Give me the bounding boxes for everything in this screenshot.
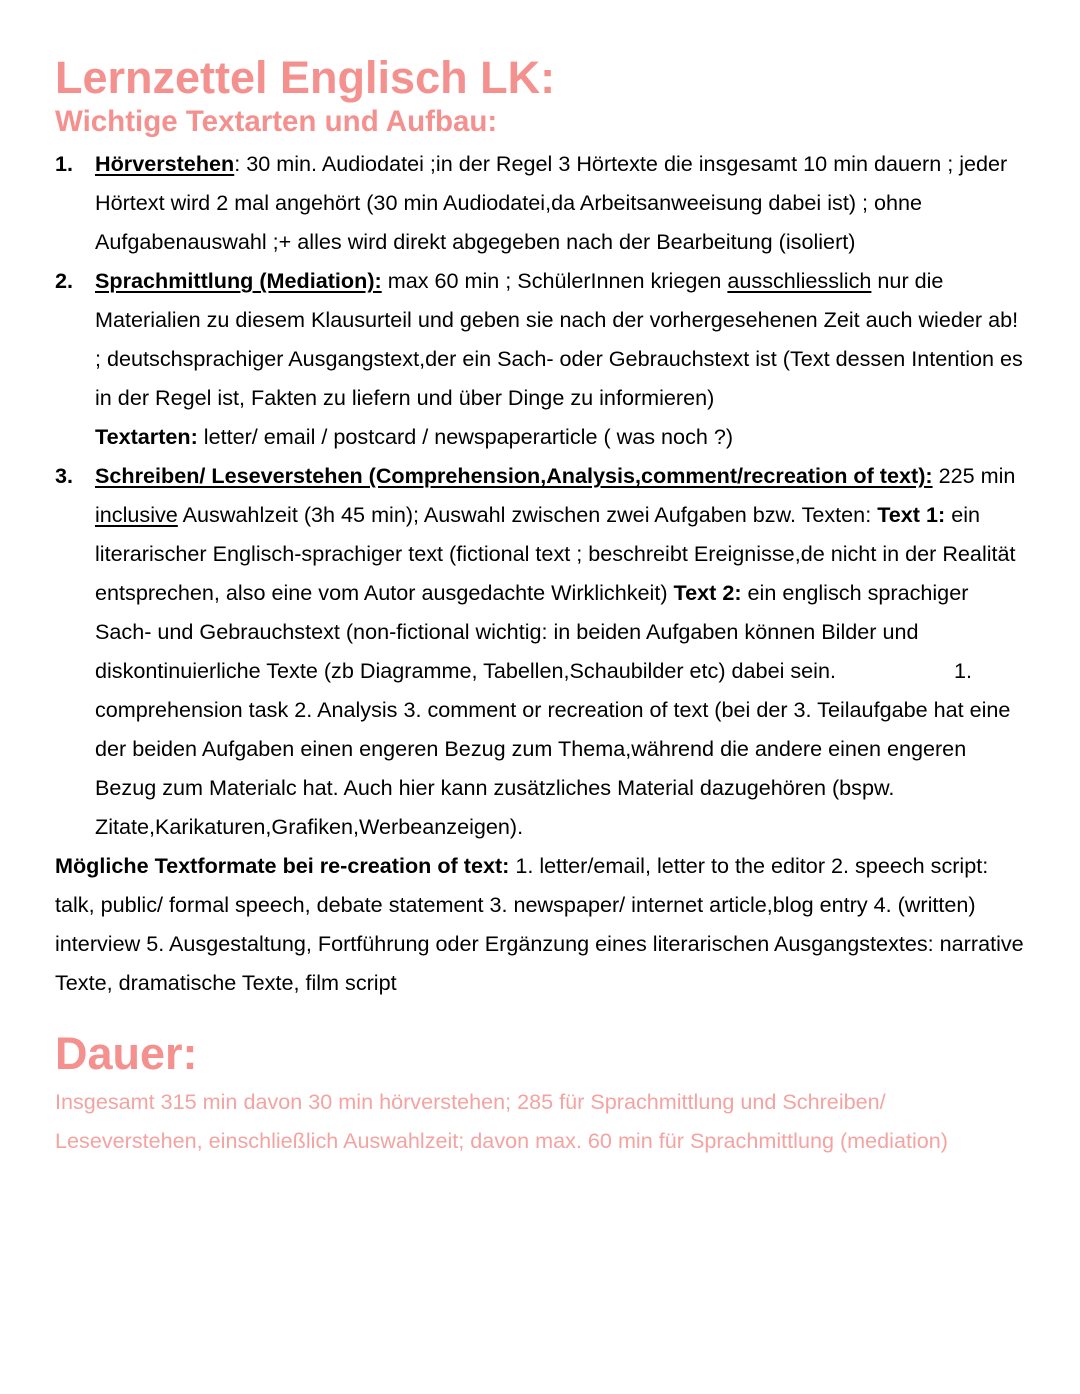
item-text: letter/ email / postcard / newspaperarticle ( was noch ?)	[197, 424, 734, 449]
page-title: Lernzettel Englisch LK:	[55, 52, 556, 103]
textarten-label: Textarten:	[95, 424, 198, 449]
item-heading: Sprachmittlung (Mediation):	[95, 268, 382, 293]
formats-text: 1. letter/email, letter to the editor 2. speech script: talk, public/ formal speech, debate statement 3. newspaper/ internet article,blog entry 4. (written) interview 5. Ausgestaltung, Fortführung oder Ergänzung eines literarischen Ausgangstextes: narrative Texte, dramatische Texte, film script	[55, 853, 1024, 995]
item-text: 225 min	[932, 463, 1016, 488]
list-number: 2.	[55, 268, 74, 293]
item-text: : 30 min. Audiodatei ;in der Regel 3 Hörtexte die insgesamt 10 min dauern ; jeder Hörtext wird 2 mal angehört (30 min Audiodatei,da Arbeitsanweeisung dabei ist) ; ohne Aufgabenauswahl ;+ alles wird direkt abgegeben nach der Bearbeitung (isoliert)	[95, 151, 1008, 254]
item-text: ein englisch sprachiger Sach- und Gebrauchstext (non-fictional wichtig: in beiden Aufgaben können Bilder und diskontinuierliche Texte (zb Diagramme, Tabellen,Schaubilder etc) dabei sein.	[95, 580, 969, 683]
formats-label: Mögliche Textformate bei re-creation of text:	[55, 853, 510, 878]
list-item-schreiben	[55, 456, 1030, 846]
text1-label: Text 1:	[877, 502, 946, 527]
text2-label: Text 2:	[673, 580, 742, 605]
content-body	[55, 144, 1030, 1002]
section-subtitle: Wichtige Textarten und Aufbau:	[55, 105, 498, 138]
item-text: ein literarischer Englisch-sprachiger text (fictional text ; beschreibt Ereignisse,de nicht in der Realität entsprechen, also eine vom Autor ausgedachte Wirklichkeit)	[95, 502, 1016, 605]
item-text: nur die Materialien zu diesem Klausurteil und geben sie nach der vorhergesehenen Zeit auch wieder ab! ; deutschsprachiger Ausgangstext,der ein Sach- oder Gebrauchstext ist (Text dessen Intention es in der Regel ist, Fakten zu liefern und über Dinge zu informieren)	[95, 268, 1023, 410]
item-heading: Schreiben/ Leseverstehen (Comprehension,Analysis,comment/recreation of text):	[95, 463, 933, 488]
list-number: 1.	[55, 151, 74, 176]
document-page	[55, 52, 1030, 1160]
formats-paragraph	[55, 846, 1030, 1002]
underlined-word: inclusive	[95, 502, 178, 527]
item-text: max 60 min ; SchülerInnen kriegen	[381, 268, 728, 293]
list-item-hoerverstehen	[55, 144, 1030, 261]
item-heading: Hörverstehen	[95, 151, 235, 176]
list-item-sprachmittlung	[55, 261, 1030, 456]
dauer-text: Insgesamt 315 min davon 30 min hörverstehen; 285 für Sprachmittlung und Schreiben/ Leseverstehen, einschließlich Auswahlzeit; davon max. 60 min für Sprachmittlung (mediation)	[55, 1089, 948, 1153]
underlined-word: ausschliesslich	[727, 268, 872, 293]
item-text: Auswahlzeit (3h 45 min); Auswahl zwischen zwei Aufgaben bzw. Texten:	[177, 502, 878, 527]
tasks-text: 1. comprehension task 2. Analysis 3. comment or recreation of text (bei der 3. Teilaufgabe hat eine der beiden Aufgaben einen engeren Bezug zum Thema,während die andere einen engeren Bezug zum Materialc hat. Auch hier kann zusätzliches Material dazugehören (bspw. Zitate,Karikaturen,Grafiken,Werbeanzeigen).	[95, 658, 1011, 839]
list-number: 3.	[55, 463, 74, 488]
dauer-title: Dauer:	[55, 1028, 198, 1079]
